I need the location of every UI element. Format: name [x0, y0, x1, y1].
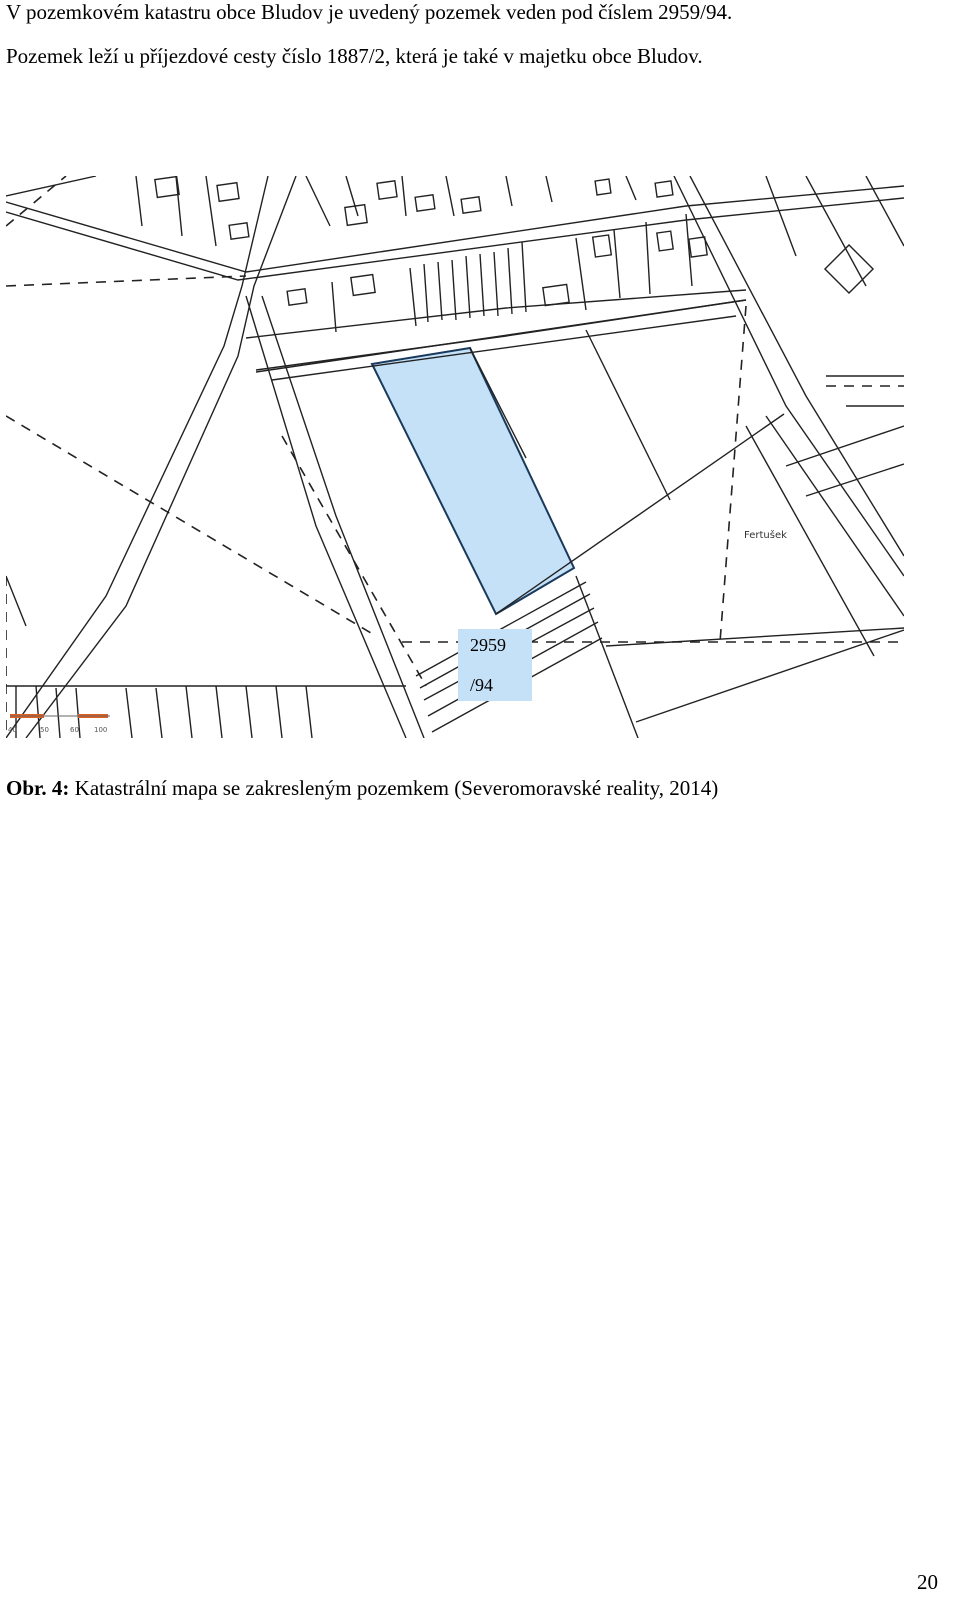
parcel-number-line-1: 2959	[470, 635, 506, 655]
parcel-number-label	[458, 629, 532, 701]
highlighted-parcel	[372, 348, 574, 614]
cadastral-map-drawing	[6, 176, 904, 738]
scale-label: 40	[8, 726, 17, 734]
road-line	[26, 176, 296, 738]
road-line	[6, 176, 96, 196]
page-number: 20	[917, 1570, 938, 1594]
scale-label: 100	[94, 726, 108, 734]
parcel-number-line-2: /94	[470, 675, 494, 695]
scale-label: 50	[40, 726, 49, 734]
road-line	[6, 186, 904, 272]
place-label: Fertušek	[744, 530, 787, 541]
caption-text: Katastrální mapa se zakresleným pozemkem (Severomoravské reality, 2014)	[69, 776, 719, 800]
figure-caption	[6, 776, 718, 801]
road-line	[6, 176, 268, 738]
caption-label: Obr. 4:	[6, 776, 70, 800]
cadastral-map	[6, 176, 904, 738]
road-line	[690, 176, 904, 556]
scale-label: 60	[70, 726, 79, 734]
paragraph-line-1: V pozemkovém katastru obce Bludov je uvedený pozemek veden pod číslem 2959/94.	[6, 0, 733, 24]
paragraph-line-2: Pozemek leží u příjezdové cesty číslo 1887/2, která je také v majetku obce Bludov.	[6, 44, 703, 68]
road-line	[246, 290, 746, 338]
scale-bar	[10, 714, 110, 718]
